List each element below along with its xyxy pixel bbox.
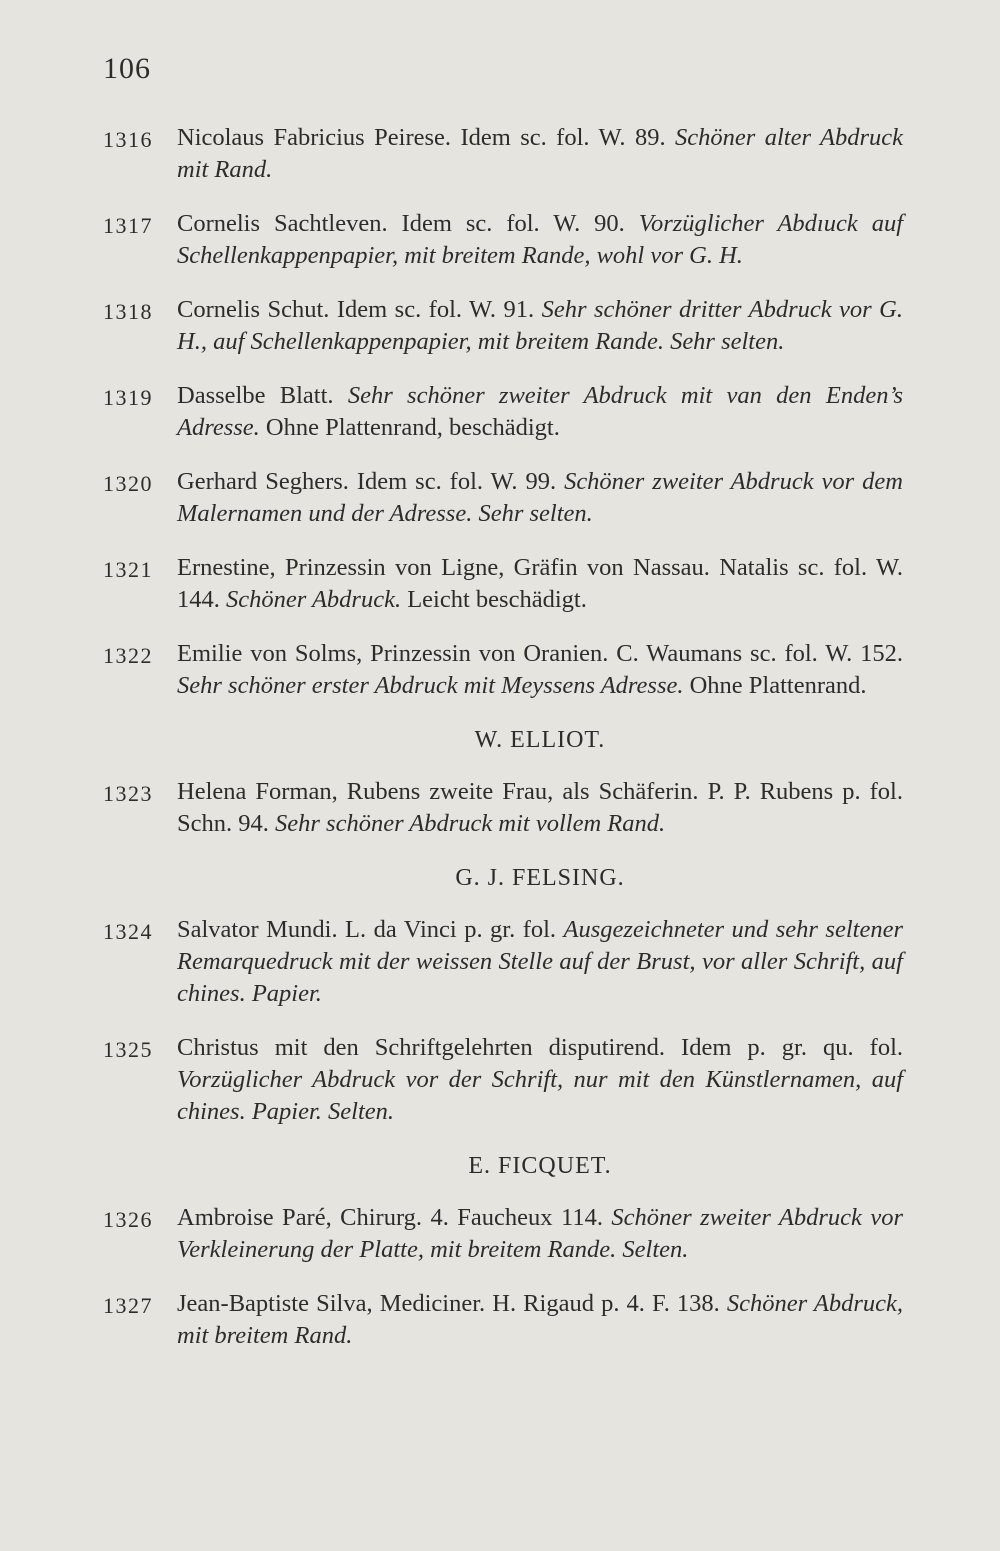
entry-text-segment: Emilie von Solms, Prinzessin von Oranien. C. Waumans sc. fol. W. 152. [177,640,903,667]
catalogue-entry [103,294,903,358]
entry-number: 1327 [103,1293,153,1318]
section-heading: W. ELLIOT. [474,727,606,753]
entry-text-segment: Gerhard Seghers. Idem sc. fol. W. 99. [177,468,565,495]
page-number: 106 [103,52,151,85]
catalogue-entry [103,1032,903,1128]
catalogue-entry [103,208,903,272]
entry-description [177,1032,903,1128]
entry-text-segment: Ohne Plattenrand. [683,672,867,699]
catalogue-entry [103,914,903,1010]
entry-description [177,294,903,358]
catalogue-entry [103,1288,903,1352]
entry-number: 1325 [103,1037,153,1062]
catalogue-entry [103,776,903,840]
catalogue-entry [103,1202,903,1266]
entry-text-segment: Nicolaus Fabricius Peirese. Idem sc. fol. W. 89. [177,124,676,151]
entry-note-italic: Schöner Abdruck, mit breitem Rand. [177,1290,903,1349]
entry-text-segment: Cornelis Sachtleven. Idem sc. fol. W. 90. [177,210,639,237]
entry-description [177,552,903,616]
entry-number: 1319 [103,385,153,410]
entry-description [177,638,903,702]
catalogue-entry [103,638,903,702]
entry-note-italic: Sehr schöner zweiter Abdruck mit van den Enden’s Adresse. [177,382,903,441]
entry-list [103,122,903,1374]
catalogue-entry [103,552,903,616]
catalogue-entry [103,122,903,186]
entry-description [177,122,903,186]
entry-number: 1318 [103,299,153,324]
entry-note-italic: Schöner zweiter Abdruck vor dem Malernamen und der Adresse. Sehr selten. [177,468,903,527]
entry-description [177,208,903,272]
entry-text-segment: Dasselbe Blatt. [177,382,348,409]
entry-note-italic: Sehr schöner Abdruck mit vollem Rand. [275,810,666,837]
catalogue-entry [103,380,903,444]
entry-description [177,1288,903,1352]
entry-number: 1321 [103,557,153,582]
entry-description [177,914,903,1010]
entry-text-segment: Helena Forman, Rubens zweite Frau, als Schäferin. P. P. Rubens p. fol. Schn. 94. [177,778,903,837]
entry-number: 1317 [103,213,153,238]
entry-text-segment: Salvator Mundi. L. da Vinci p. gr. fol. [177,916,564,943]
entry-number: 1326 [103,1207,153,1232]
catalogue-entry [103,466,903,530]
entry-note-italic: Vorzüglicher Abdıuck auf Schellenkappenpapier, mit breitem Rande, wohl vor G. H. [177,210,903,269]
entry-note-italic: Sehr schöner dritter Abdruck vor G. H., auf Schellenkappenpapier, mit breitem Rande. Sehr selten. [177,296,903,355]
entry-text-segment: Cornelis Schut. Idem sc. fol. W. 91. [177,296,542,323]
entry-number: 1324 [103,919,153,944]
entry-text-segment: Leicht beschädigt. [401,586,587,613]
entry-text-segment: Ambroise Paré, Chirurg. 4. Faucheux 114. [177,1204,612,1231]
entry-note-italic: Ausgezeichneter und sehr seltener Remarquedruck mit der weissen Stelle auf der Brust, vor aller Schrift, auf chines. Papier. [177,916,903,1007]
entry-text-segment: Ohne Plattenrand, beschädigt. [259,414,560,441]
section-heading: G. J. FELSING. [455,865,625,891]
entry-note-italic: Vorzüglicher Abdruck vor der Schrift, nur mit den Künstlernamen, auf chines. Papier. Selten. [177,1066,903,1125]
entry-number: 1316 [103,127,153,152]
entry-description [177,776,903,840]
entry-number: 1323 [103,781,153,806]
entry-description [177,380,903,444]
entry-note-italic: Schöner Abdruck. [226,586,402,613]
entry-description [177,466,903,530]
entry-number: 1320 [103,471,153,496]
entry-text-segment: Christus mit den Schriftgelehrten disputirend. Idem p. gr. qu. fol. [177,1034,903,1061]
entry-text-segment: Ernestine, Prinzessin von Ligne, Gräfin von Nassau. Natalis sc. fol. W. 144. [177,554,903,613]
entry-note-italic: Sehr schöner erster Abdruck mit Meyssens Adresse. [177,672,684,699]
entry-note-italic: Schöner alter Abdruck mit Rand. [177,124,903,183]
entry-note-italic: Schöner zweiter Abdruck vor Verkleinerung der Platte, mit breitem Rande. Selten. [177,1204,903,1263]
entry-text-segment: Jean-Baptiste Silva, Mediciner. H. Rigaud p. 4. F. 138. [177,1290,727,1317]
section-heading: E. FICQUET. [468,1153,612,1179]
entry-number: 1322 [103,643,153,668]
entry-description [177,1202,903,1266]
